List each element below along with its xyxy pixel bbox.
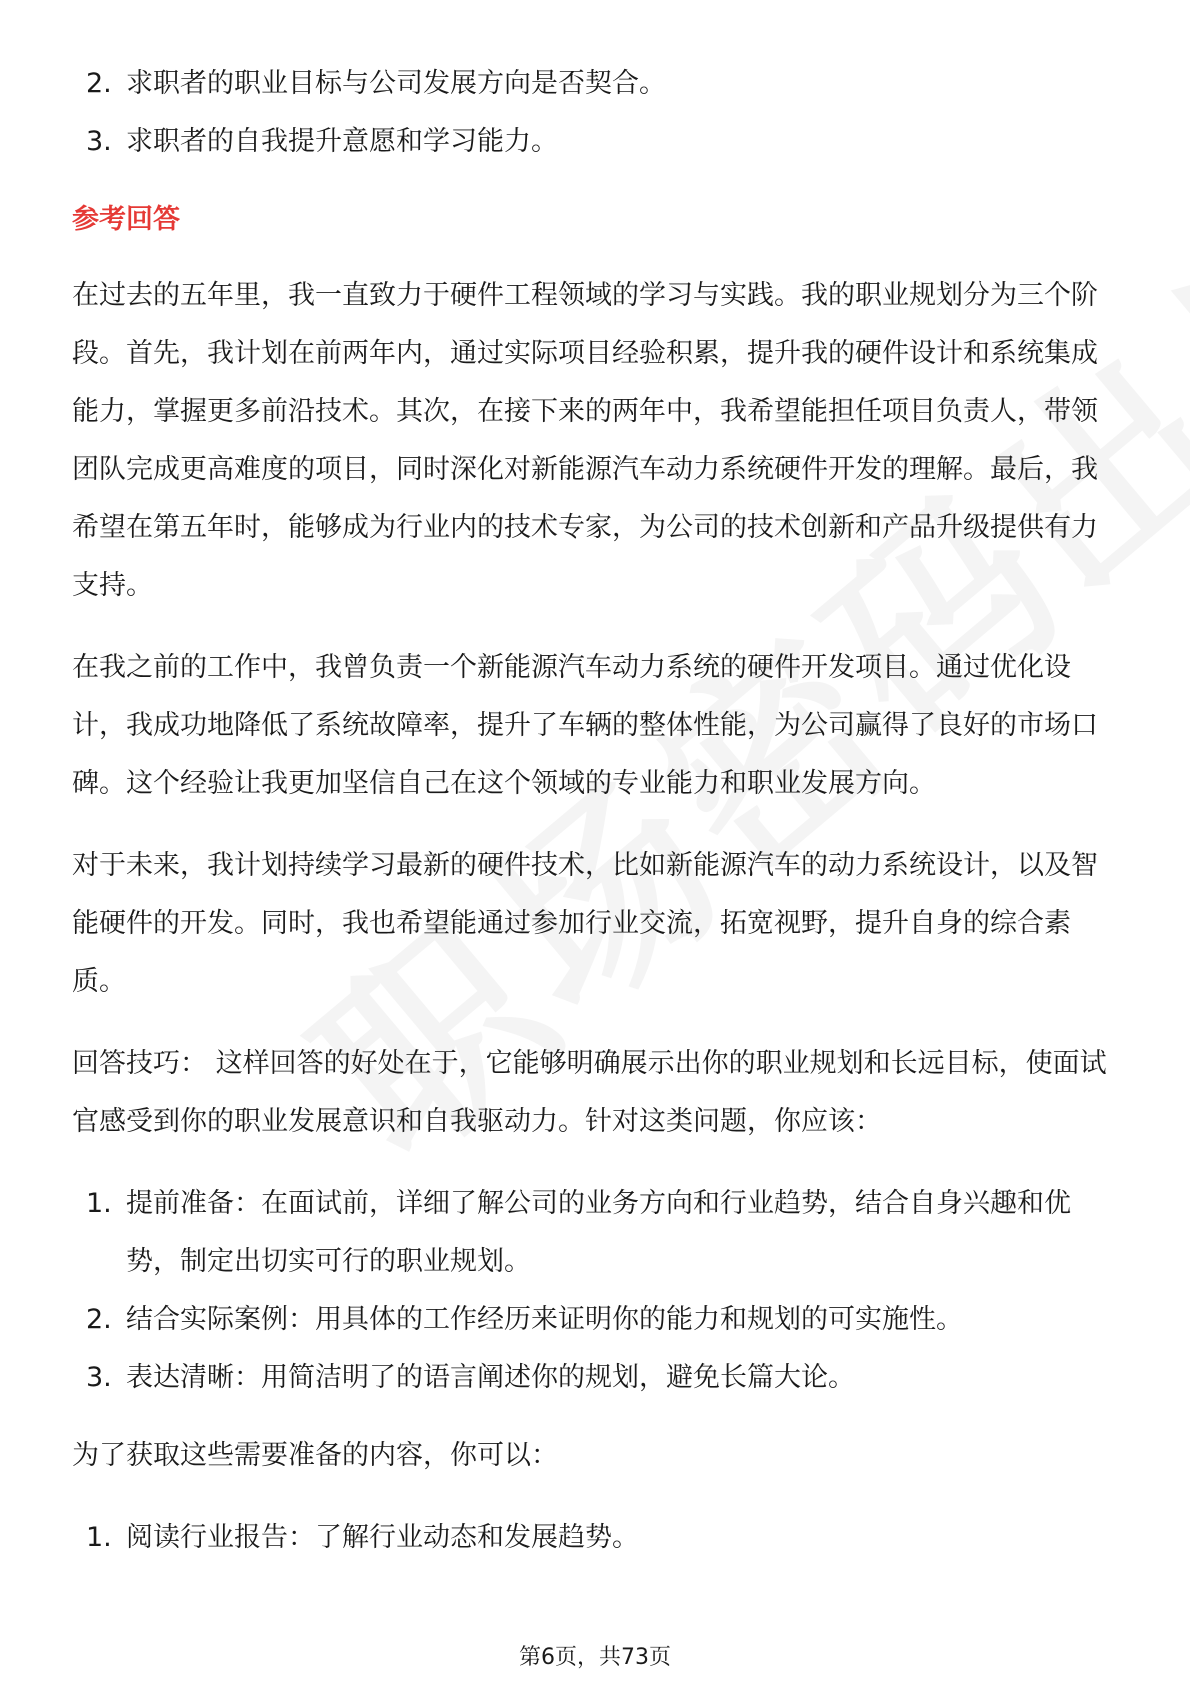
list-number: 2.	[86, 68, 112, 99]
list-number: 2.	[86, 1304, 112, 1335]
answer-paragraph: 在过去的五年里，我一直致力于硬件工程领域的学习与实践。我的职业规划分为三个阶段。首先，我计划在前两年内，通过实际项目经验积累，提升我的硬件设计和系统集成能力，掌握更多前沿技术。其次，在接下来的两年中，我希望能担任项目负责人，带领团队完成更高难度的项目，同时深化对新能源汽车动力系统硬件开发的理解。最后，我希望在第五年时，能够成为行业内的技术专家，为公司的技术创新和产品升级提供有力支持。	[72, 280, 1098, 601]
answer-paragraph: 对于未来，我计划持续学习最新的硬件技术，比如新能源汽车的动力系统设计，以及智能硬件的开发。同时，我也希望能通过参加行业交流，拓宽视野，提升自身的综合素质。	[72, 850, 1098, 997]
section-title: 参考回答	[72, 204, 180, 235]
evaluation-points-list	[72, 55, 1122, 171]
prep-list	[72, 1509, 1122, 1567]
list-text: 表达清晰：用简洁明了的语言阐述你的规划，避免长篇大论。	[126, 1362, 855, 1393]
list-text: 阅读行业报告：了解行业动态和发展趋势。	[126, 1522, 639, 1553]
page-content	[72, 55, 1122, 1567]
list-number: 3.	[86, 1362, 112, 1393]
prep-intro: 为了获取这些需要准备的内容，你可以：	[72, 1440, 558, 1471]
list-item	[72, 1291, 1122, 1349]
list-text: 求职者的自我提升意愿和学习能力。	[126, 126, 558, 157]
page-footer: 第6页，共73页	[519, 1645, 671, 1670]
list-item	[72, 1509, 1122, 1567]
list-text: 提前准备：在面试前，详细了解公司的业务方向和行业趋势，结合自身兴趣和优势，制定出切实可行的职业规划。	[126, 1188, 1071, 1277]
list-item	[72, 1349, 1122, 1407]
list-item	[72, 55, 1122, 113]
tips-paragraph: 回答技巧： 这样回答的好处在于，它能够明确展示出你的职业规划和长远目标，使面试官感受到你的职业发展意识和自我驱动力。针对这类问题，你应该：	[72, 1048, 1107, 1137]
list-number: 1.	[86, 1522, 112, 1553]
list-text: 结合实际案例：用具体的工作经历来证明你的能力和规划的可实施性。	[126, 1304, 963, 1335]
list-number: 3.	[86, 126, 112, 157]
list-text: 求职者的职业目标与公司发展方向是否契合。	[126, 68, 666, 99]
list-item	[72, 1175, 1122, 1291]
list-number: 1.	[86, 1188, 112, 1219]
list-item	[72, 113, 1122, 171]
answer-paragraph: 在我之前的工作中，我曾负责一个新能源汽车动力系统的硬件开发项目。通过优化设计，我成功地降低了系统故障率，提升了车辆的整体性能，为公司赢得了良好的市场口碑。这个经验让我更加坚信自己在这个领域的专业能力和职业发展方向。	[72, 652, 1098, 799]
tips-list	[72, 1175, 1122, 1407]
